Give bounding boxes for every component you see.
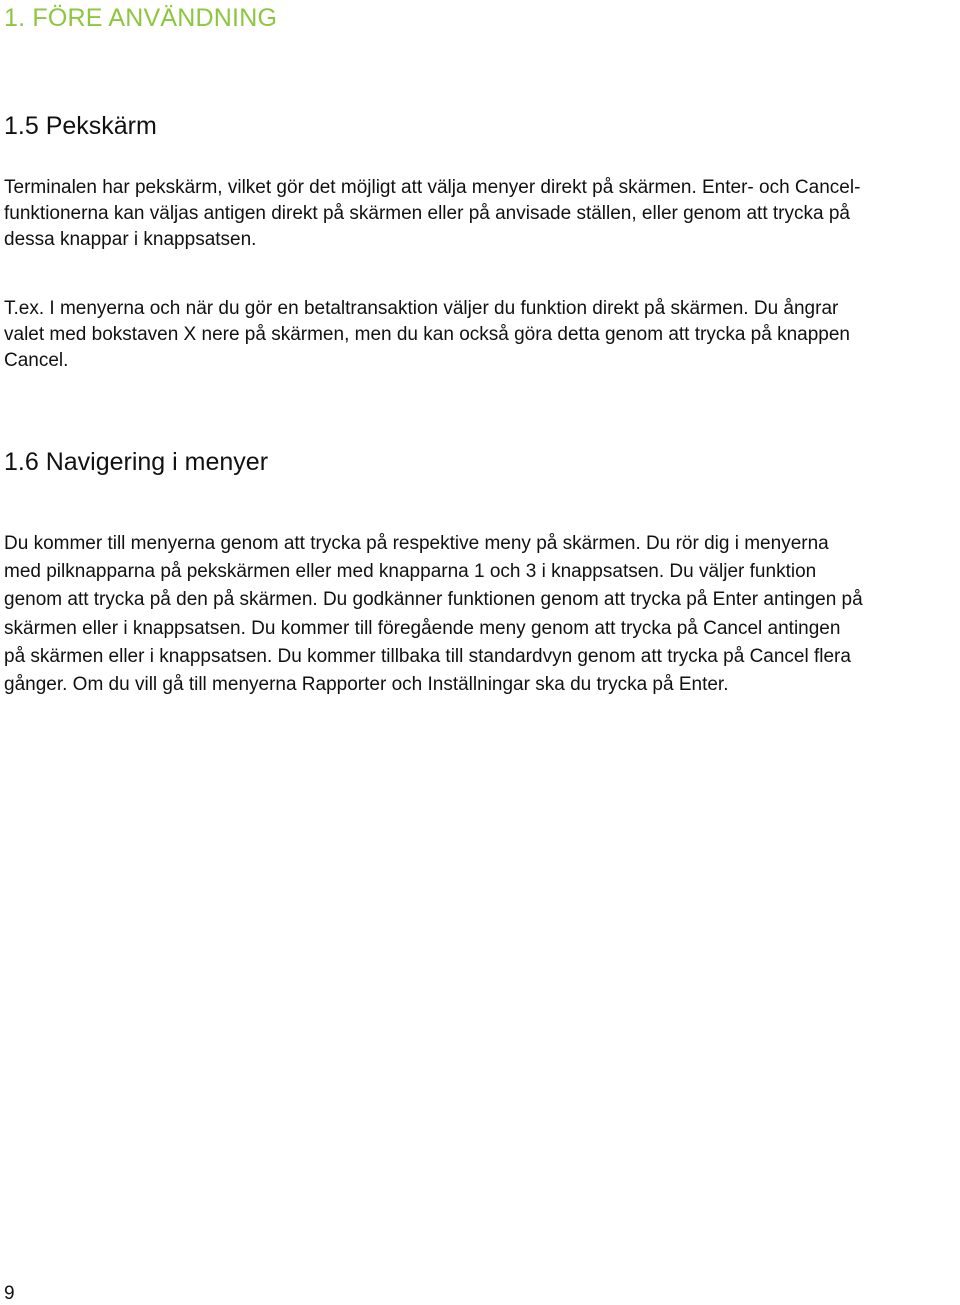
paragraph-touchscreen-example: [4, 296, 850, 374]
text-line: genom att trycka på den på skärmen. Du godkänner funktionen genom att trycka på Enter antingen på: [4, 589, 863, 611]
text-line: Cancel.: [4, 350, 69, 371]
text-line: på skärmen eller i knappsatsen. Du kommer tillbaka till standardvyn genom att trycka på Cancel flera: [4, 645, 851, 667]
section-heading-navigering: 1.6 Navigering i menyer: [4, 448, 269, 476]
text-line: Du kommer till menyerna genom att trycka på respektive meny på skärmen. Du rör dig i menyerna: [4, 533, 829, 554]
text-line: valet med bokstaven X nere på skärmen, men du kan också göra detta genom att trycka på knappen: [4, 324, 850, 345]
paragraph-touchscreen-intro: [4, 175, 860, 253]
section-heading-pekskarm: 1.5 Pekskärm: [4, 112, 157, 140]
paragraph-menu-navigation: [4, 530, 863, 699]
text-line: dessa knappar i knappsatsen.: [4, 229, 257, 250]
text-line: Terminalen har pekskärm, vilket gör det möjligt att välja menyer direkt på skärmen. Enter- och Cancel-: [4, 177, 861, 198]
text-line: gånger. Om du vill gå till menyerna Rapporter och Inställningar ska du trycka på Enter.: [4, 674, 729, 696]
text-line: T.ex. I menyerna och när du gör en betaltransaktion väljer du funktion direkt på skärmen. Du ångrar: [4, 298, 839, 319]
chapter-title: 1. FÖRE ANVÄNDNING: [4, 4, 278, 32]
page-number: 9: [4, 1283, 15, 1304]
text-line: med pilknapparna på pekskärmen eller med knapparna 1 och 3 i knappsatsen. Du väljer funktion: [4, 561, 817, 583]
text-line: skärmen eller i knappsatsen. Du kommer till föregående meny genom att trycka på Cancel antingen: [4, 617, 841, 639]
text-line: funktionerna kan väljas antigen direkt på skärmen eller på anvisade ställen, eller genom att trycka på: [4, 203, 850, 224]
